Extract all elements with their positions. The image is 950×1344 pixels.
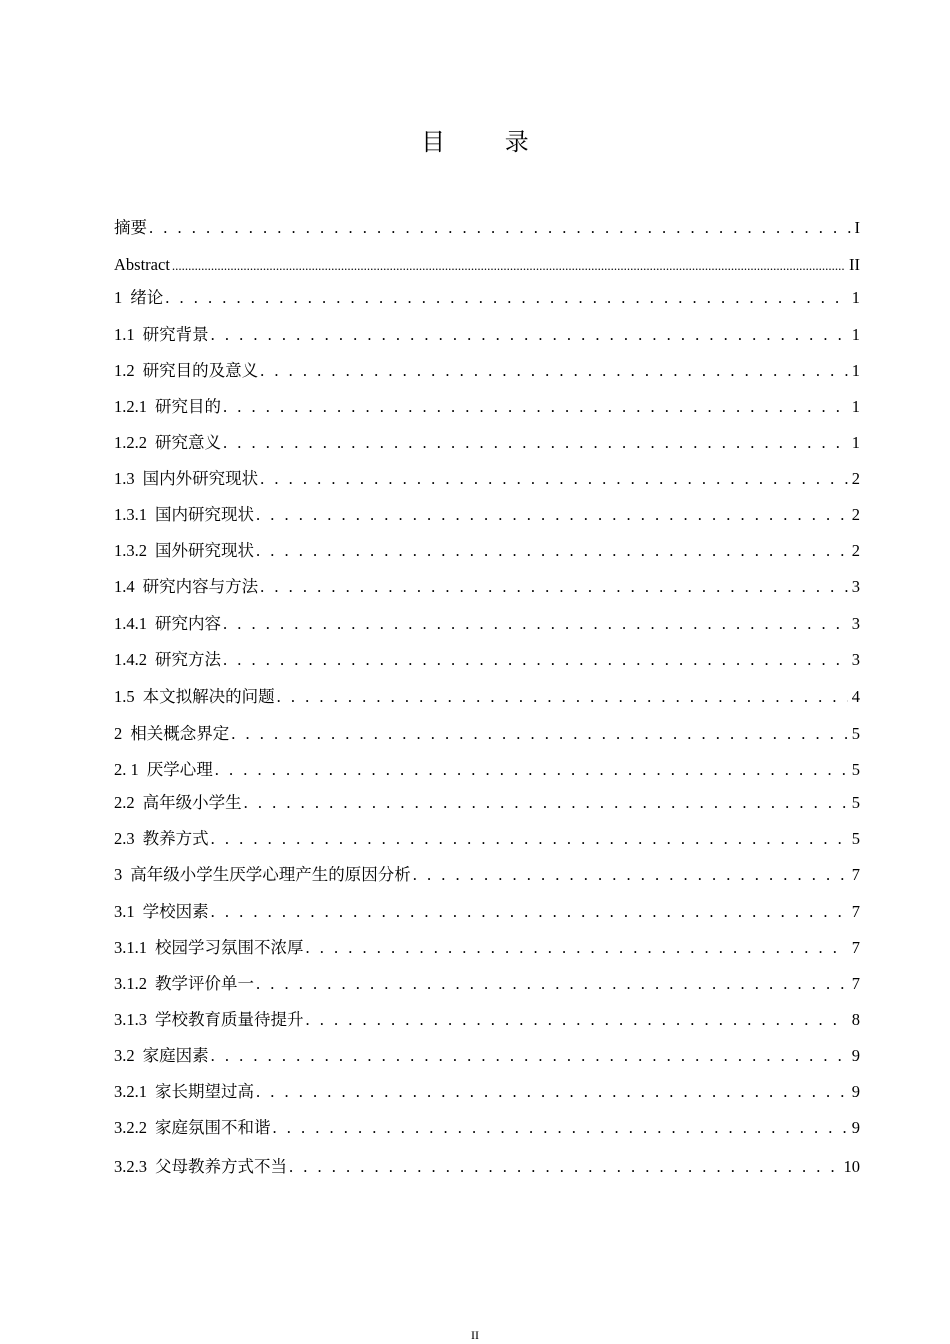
toc-entry-title: 家长期望过高 — [155, 1082, 254, 1101]
toc-leader — [260, 575, 848, 599]
toc-leader — [215, 758, 848, 782]
toc-entry[interactable] — [114, 1155, 860, 1179]
toc-entry-title: 研究意义 — [155, 433, 221, 452]
toc-entry-number: 1.2 — [114, 361, 135, 380]
toc-leader — [256, 1080, 848, 1104]
toc-entry-number: 1.5 — [114, 687, 135, 706]
toc-entry-number: 2 — [114, 724, 123, 743]
toc-entry-page: 3 — [851, 614, 860, 633]
toc-entry-number: 3.2 — [114, 1046, 135, 1065]
toc-entry-number: 3.1.3 — [114, 1010, 147, 1029]
toc-entry[interactable] — [114, 863, 860, 887]
toc-entry-title: 国内研究现状 — [155, 505, 254, 524]
toc-entry-number: 3.1.2 — [114, 974, 147, 993]
toc-entry[interactable] — [114, 467, 860, 491]
toc-entry-number: 1.4.2 — [114, 650, 147, 669]
toc-entry-number: 1.4.1 — [114, 614, 147, 633]
toc-leader — [211, 827, 848, 851]
toc-entry[interactable] — [114, 286, 860, 310]
toc-entry-number: 1 — [114, 288, 123, 307]
toc-leader — [260, 359, 848, 383]
toc-entry[interactable] — [114, 791, 860, 815]
toc-entry-number: 3.2.2 — [114, 1118, 147, 1137]
toc-leader — [172, 254, 845, 278]
toc-entry-page: 2 — [851, 541, 860, 560]
toc-entry-page: 3 — [851, 650, 860, 669]
toc-entry-number: 1.3.2 — [114, 541, 147, 560]
toc-entry[interactable] — [114, 359, 860, 383]
toc-leader — [244, 791, 848, 815]
toc-entry-page: 7 — [851, 865, 860, 884]
toc-entry[interactable] — [114, 1116, 860, 1140]
toc-entry-number: 3 — [114, 865, 123, 884]
toc-entry-page: 5 — [851, 829, 860, 848]
toc-leader — [223, 612, 848, 636]
toc-entry[interactable] — [114, 323, 860, 347]
toc-entry[interactable] — [114, 1008, 860, 1032]
toc-entry-page: 9 — [851, 1046, 860, 1065]
toc-entry-page: 5 — [851, 724, 860, 743]
toc-entry-title: 研究方法 — [155, 650, 221, 669]
toc-entry-title: 学校因素 — [142, 902, 209, 921]
toc-leader — [223, 431, 848, 455]
toc-leader — [149, 216, 851, 240]
toc-entry[interactable] — [114, 936, 860, 960]
toc-entry-page: 1 — [851, 433, 860, 452]
toc-entry-page: 5 — [851, 793, 860, 812]
toc-entry-title: 研究内容 — [155, 614, 221, 633]
toc-entry-title: 校园学习氛围不浓厚 — [155, 938, 304, 957]
toc-entry-title: 教学评价单一 — [155, 974, 254, 993]
toc-entry-number: 1.4 — [114, 577, 135, 596]
toc-leader — [306, 1008, 848, 1032]
toc-leader — [223, 648, 848, 672]
toc-entry-title: 绪论 — [130, 288, 164, 307]
toc-entry-title: 国外研究现状 — [155, 541, 254, 560]
toc-entry[interactable] — [114, 216, 860, 240]
toc-entry-number: 1.2.2 — [114, 433, 147, 452]
toc-entry-page: 7 — [851, 902, 860, 921]
toc-entry-number: 1.2.1 — [114, 397, 147, 416]
toc-entry-number: 3.1 — [114, 902, 135, 921]
toc-entry[interactable] — [114, 539, 860, 563]
toc-entry-title: 家庭因素 — [142, 1046, 209, 1065]
toc-entry-title: 高年级小学生厌学心理产生的原因分析 — [130, 865, 411, 884]
toc-leader — [306, 936, 848, 960]
toc-entry-number: 3.2.3 — [114, 1157, 147, 1176]
toc-leader — [413, 863, 848, 887]
toc-leader — [256, 972, 848, 996]
toc-entry-page: 1 — [851, 397, 860, 416]
toc-entry[interactable] — [114, 1080, 860, 1104]
toc-entry[interactable] — [114, 431, 860, 455]
toc-leader — [260, 467, 848, 491]
toc-entry-number: 1.3.1 — [114, 505, 147, 524]
toc-entry[interactable] — [114, 722, 860, 746]
toc-entry-page: 5 — [851, 760, 860, 779]
toc-entry-number: 2. 1 — [114, 760, 139, 779]
toc-leader — [231, 722, 848, 746]
toc-entry-title: 父母教养方式不当 — [155, 1157, 287, 1176]
toc-entry-title: 教养方式 — [142, 829, 209, 848]
toc-entry-page: 1 — [851, 325, 860, 344]
toc-entry-title: 厌学心理 — [146, 760, 213, 779]
toc-leader — [165, 286, 848, 310]
toc-entry-number: 1.3 — [114, 469, 135, 488]
toc-entry-title: 相关概念界定 — [130, 724, 230, 743]
toc-entry-page: 9 — [851, 1118, 860, 1137]
toc-entry-title: Abstract — [114, 255, 170, 274]
toc-entry-page: 7 — [851, 974, 860, 993]
toc-entry[interactable] — [114, 827, 860, 851]
toc-entry-number: 3.1.1 — [114, 938, 147, 957]
toc-entry-number: 2.2 — [114, 793, 135, 812]
toc-entry-page: 2 — [851, 469, 860, 488]
toc-entry[interactable] — [114, 758, 860, 782]
toc-leader — [277, 685, 848, 709]
toc-entry-page: 7 — [851, 938, 860, 957]
toc-entry-page: 8 — [851, 1010, 860, 1029]
page-title: 目 录 — [421, 128, 555, 156]
toc-entry-title: 研究背景 — [142, 325, 209, 344]
toc-leader — [223, 395, 848, 419]
toc-entry[interactable] — [114, 395, 860, 419]
toc-leader — [256, 503, 848, 527]
toc-entry-title: 研究内容与方法 — [142, 577, 259, 596]
toc-entry-title: 学校教育质量待提升 — [155, 1010, 304, 1029]
toc-entry-number: 1.1 — [114, 325, 135, 344]
toc-entry-title: 本文拟解决的问题 — [142, 687, 275, 706]
toc-leader — [211, 323, 848, 347]
toc-entry-page: 9 — [851, 1082, 860, 1101]
toc-entry-title: 国内外研究现状 — [142, 469, 259, 488]
toc-entry[interactable] — [114, 253, 860, 277]
toc-entry[interactable] — [114, 503, 860, 527]
toc-entry[interactable] — [114, 612, 860, 636]
toc-entry-page: 4 — [851, 687, 860, 706]
toc-entry-title: 摘要 — [114, 218, 147, 237]
toc-entry[interactable] — [114, 1044, 860, 1068]
toc-entry[interactable] — [114, 900, 860, 924]
toc-entry-number: 3.2.1 — [114, 1082, 147, 1101]
toc-entry[interactable] — [114, 685, 860, 709]
toc-leader — [211, 900, 848, 924]
toc-entry-number: 2.3 — [114, 829, 135, 848]
toc-entry-page: I — [854, 218, 860, 237]
toc-leader — [289, 1155, 840, 1179]
toc-entry-page: 3 — [851, 577, 860, 596]
toc-entry-page: 1 — [851, 361, 860, 380]
toc-entry-page: 2 — [851, 505, 860, 524]
toc-entry[interactable] — [114, 972, 860, 996]
toc-entry-title: 高年级小学生 — [142, 793, 242, 812]
toc-entry-title: 研究目的及意义 — [142, 361, 259, 380]
toc-leader — [273, 1116, 848, 1140]
toc-entry[interactable] — [114, 575, 860, 599]
toc-entry-page: 10 — [843, 1157, 860, 1176]
toc-entry-page: II — [849, 255, 860, 274]
toc-leader — [211, 1044, 848, 1068]
page-number: II — [471, 1328, 479, 1342]
toc-entry-title: 研究目的 — [155, 397, 221, 416]
toc-leader — [256, 539, 848, 563]
toc-entry[interactable] — [114, 648, 860, 672]
toc-entry-page: 1 — [851, 288, 860, 307]
toc-entry-title: 家庭氛围不和谐 — [155, 1118, 271, 1137]
